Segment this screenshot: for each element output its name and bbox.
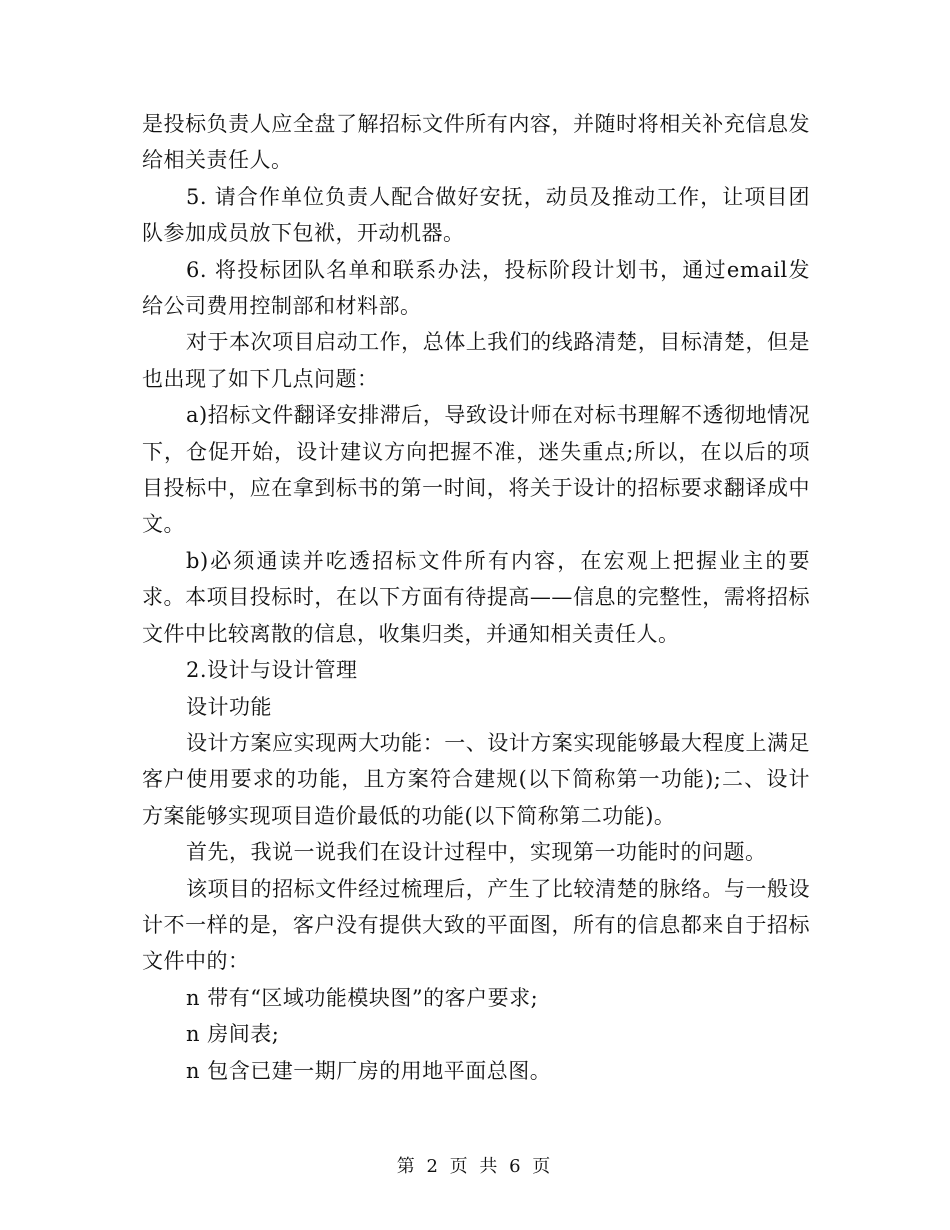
list-item-room-table: n 房间表;: [186, 1022, 280, 1047]
list-item-site-plan: n 包含已建一期厂房的用地平面总图。: [186, 1058, 552, 1083]
paragraph-problem-a: a)招标文件翻译安排滞后，导致设计师在对标书理解不透彻地情况下，仓促开始，设计建议方向把握不准，迷失重点;所以，在以后的项目投标中，应在拿到标书的第一时间，将关于设计的招标要求翻译成中文。: [142, 403, 810, 537]
section-heading-design: 2.设计与设计管理: [186, 658, 358, 683]
document-body: [142, 106, 810, 1089]
paragraph-tender-analysis: 该项目的招标文件经过梳理后，产生了比较清楚的脉络。与一般设计不一样的是，客户没有提供大致的平面图，所有的信息都来自于招标文件中的：: [142, 876, 810, 974]
paragraph-item-5: 5. 请合作单位负责人配合做好安抚，动员及推动工作，让项目团队参加成员放下包袱，开动机器。: [142, 184, 810, 246]
paragraph-item-6: 6. 将投标团队名单和联系办法，投标阶段计划书，通过email发给公司费用控制部和材料部。: [142, 257, 810, 319]
paragraph-problem-b: b)必须通读并吃透招标文件所有内容，在宏观上把握业主的要求。本项目投标时，在以下方面有待提高——信息的完整性，需将招标文件中比较离散的信息，收集归类，并通知相关责任人。: [142, 548, 810, 646]
paragraph-problems-intro: 对于本次项目启动工作，总体上我们的线路清楚，目标清楚，但是也出现了如下几点问题：: [142, 330, 810, 391]
page-number-footer: 第 2 页 共 6 页: [396, 1156, 554, 1177]
subsection-heading-design-function: 设计功能: [186, 694, 272, 719]
list-item-client-requirements: n 带有“区域功能模块图”的客户要求;: [186, 985, 539, 1010]
paragraph-two-functions: 设计方案应实现两大功能：一、设计方案实现能够最大程度上满足客户使用要求的功能，且方案符合建规(以下简称第一功能);二、设计方案能够实现项目造价最低的功能(以下简称第二功能)。: [142, 730, 810, 828]
paragraph-first-function: 首先，我说一说我们在设计过程中，实现第一功能时的问题。: [186, 840, 767, 865]
paragraph-continuation: 是投标负责人应全盘了解招标文件所有内容，并随时将相关补充信息发给相关责任人。: [142, 112, 810, 173]
